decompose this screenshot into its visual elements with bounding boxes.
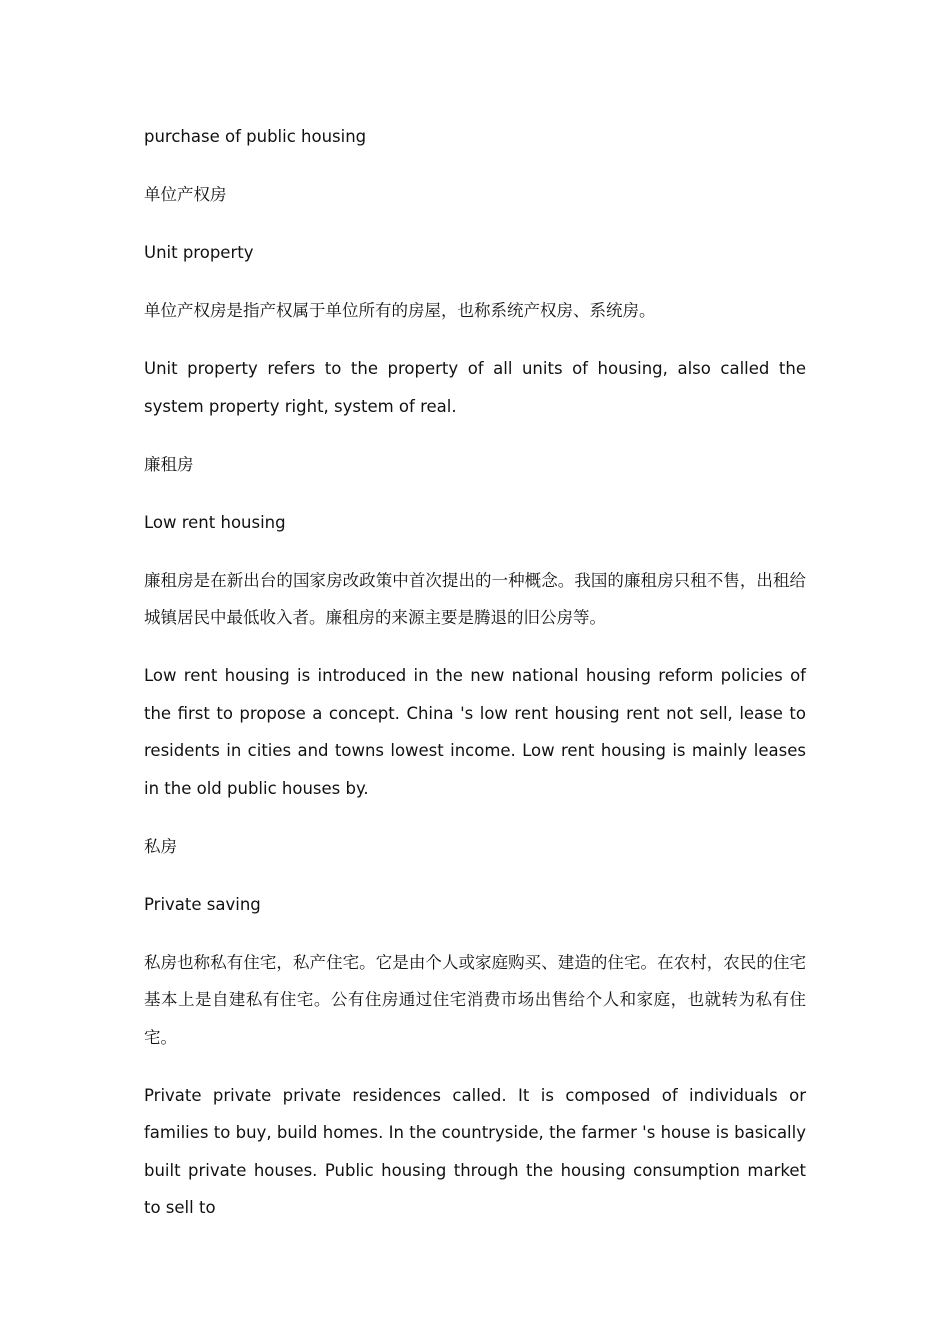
paragraph-private-housing-en: Private private private residences called. It is composed of individuals or families to buy, build homes. In the countryside, the farmer 's house is basically built private houses. Public housing through the housing consumption market to sell to	[144, 1085, 806, 1217]
heading-private-housing-en: Private saving	[144, 894, 261, 914]
document-body	[144, 118, 806, 1227]
heading-unit-property-zh: 单位产权房	[144, 185, 227, 204]
paragraph-low-rent-housing-en: Low rent housing is introduced in the new national housing reform policies of the first to propose a concept. China 's low rent housing rent not sell, lease to residents in cities and towns lowest income. Low rent housing is mainly leases in the old public houses by.	[144, 666, 806, 798]
heading-private-housing-zh: 私房	[144, 836, 177, 856]
paragraph-private-housing-zh: 私房也称私有住宅，私产住宅。它是由个人或家庭购买、建造的住宅。在农村，农民的住宅基本上是自建私有住宅。公有住房通过住宅消费市场出售给个人和家庭，也就转为私有住宅。	[144, 952, 806, 1047]
paragraph-purchase-of-public-housing: purchase of public housing	[144, 127, 367, 146]
heading-low-rent-housing-zh: 廉租房	[144, 454, 194, 474]
paragraph-low-rent-housing-zh: 廉租房是在新出台的国家房改政策中首次提出的一种概念。我国的廉租房只租不售，出租给城镇居民中最低收入者。廉租房的来源主要是腾退的旧公房等。	[144, 570, 806, 627]
heading-low-rent-housing-en: Low rent housing	[144, 512, 286, 532]
paragraph-unit-property-zh: 单位产权房是指产权属于单位所有的房屋，也称系统产权房、系统房。	[144, 301, 656, 320]
paragraph-unit-property-en: Unit property refers to the property of all units of housing, also called the system property right, system of real.	[144, 359, 806, 416]
heading-unit-property-en: Unit property	[144, 243, 254, 262]
